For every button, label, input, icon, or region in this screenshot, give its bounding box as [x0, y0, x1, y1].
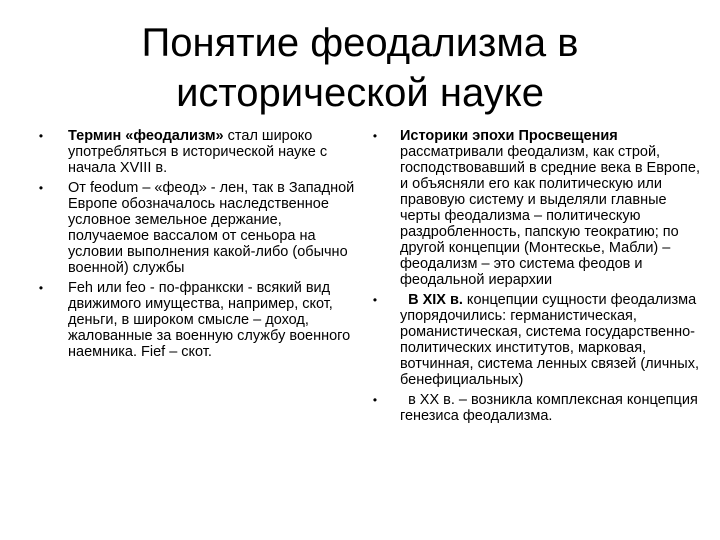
bullet-icon: • — [372, 129, 378, 143]
list-item — [36, 180, 356, 276]
right-column-list — [370, 128, 700, 428]
term-feudalism-bold: Термин «феодализм» — [68, 128, 224, 144]
enlightenment-historians-text: рассматривали феодализм, как строй, господствовавший в средние века в Европе, и объясняли его как политическую или правовую систему и выделяли главные черты феодализма – политическую раздробленность, папскую теократию; по другой концепции (Монтескье, Мабли) – феодализм – это система феодов и феодальной иерархии — [400, 144, 700, 288]
term-feudalism-text: стал широко употребляться в исторической науке с начала XVIII в. — [68, 128, 328, 176]
list-item — [36, 128, 356, 176]
bullet-icon: • — [372, 393, 378, 407]
list-item — [370, 292, 700, 388]
nineteenth-century-prefix — [400, 292, 408, 308]
bullet-icon: • — [372, 293, 378, 307]
enlightenment-historians-bold: Историки эпохи Просвещения — [400, 128, 618, 144]
nineteenth-century-text: концепции сущности феодализма упорядочились: германистическая, романистическая, система государственно-политических институтов, марковая, вотчинная, система ленных связей (личных, бенефициальных) — [400, 292, 699, 388]
feodum-text: От feodum – «феод» - лен, так в Западной Европе обозначалось наследственное условное земельное держание, получаемое вассалом от сеньора на условии выполнения какой-либо (обычно военной) службы — [68, 180, 355, 276]
list-item — [370, 392, 700, 424]
nineteenth-century-bold: В XIX в. — [408, 292, 463, 308]
title-line-1: Понятие феодализма в — [141, 21, 579, 65]
bullet-icon: • — [38, 281, 44, 295]
bullet-icon: • — [38, 129, 44, 143]
twentieth-century-text: в XX в. – возникла комплексная концепция генезиса феодализма. — [400, 392, 702, 424]
list-item — [36, 280, 356, 360]
slide-title — [60, 18, 660, 118]
title-line-2: исторической науке — [176, 71, 544, 115]
list-item — [370, 128, 700, 288]
left-column-list — [36, 128, 356, 364]
bullet-icon: • — [38, 181, 44, 195]
feh-text: Feh или feo - по-франкски - всякий вид движимого имущества, например, скот, деньги, в широком смысле – доход, жалованные за военную службу военного наемника. Fief – скот. — [68, 280, 351, 360]
